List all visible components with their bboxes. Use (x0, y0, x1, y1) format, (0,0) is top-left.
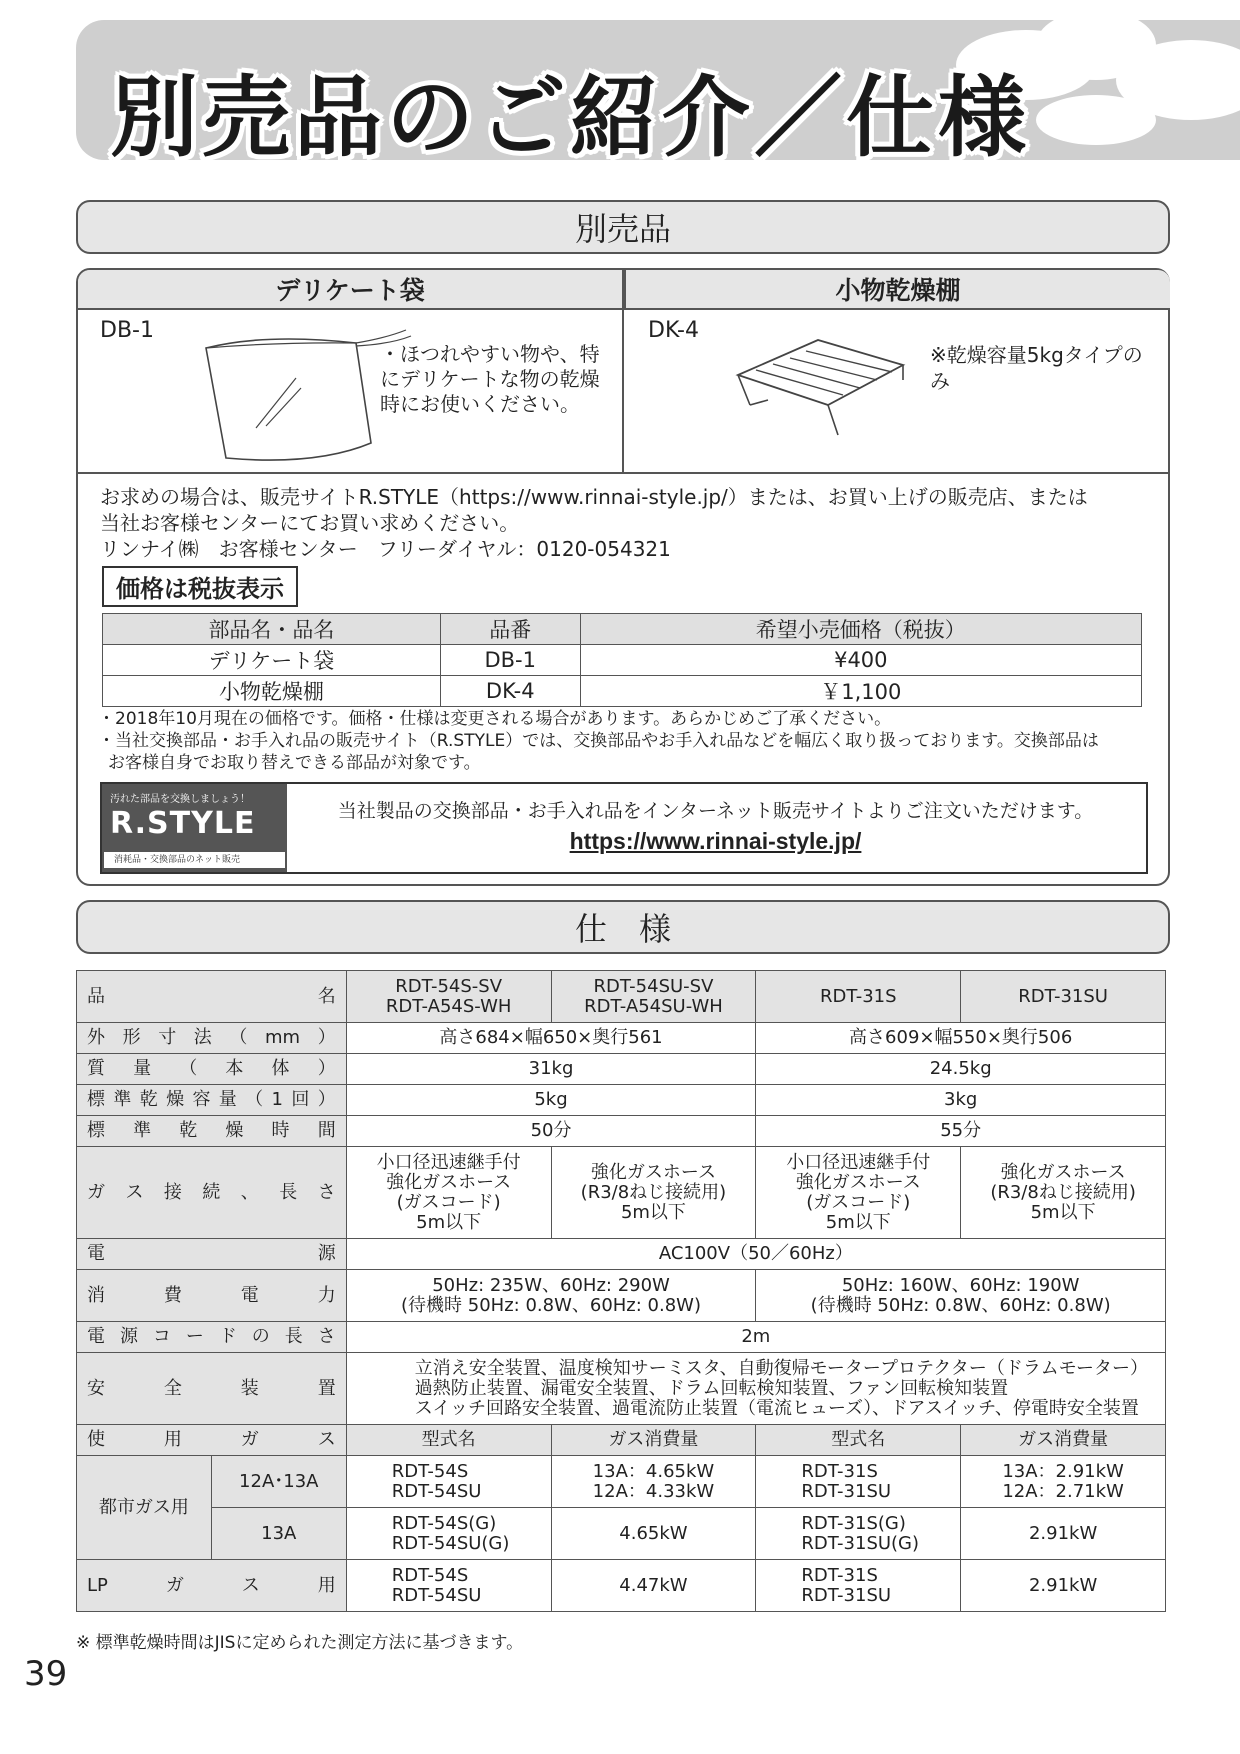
table-row (103, 645, 1142, 676)
table-row (77, 1425, 1166, 1456)
spec-value: 強化ガスホース (R3/8ねじ接続用) 5m以下 (961, 1147, 1166, 1239)
spec-value: 小口径迅速継手付 強化ガスホース (ガスコード) 5m以下 (756, 1147, 961, 1239)
spec-label: 標準乾燥容量（1回） (77, 1085, 347, 1116)
divider (622, 270, 624, 472)
spec-value: 50分 (346, 1116, 756, 1147)
table-row (77, 1023, 1166, 1054)
purchase-line1: お求めの場合は、販売サイトR.STYLE（https://www.rinnai-style.jp/）または、お買い上げの販売店、または (100, 485, 1088, 509)
spec-value: 3kg (756, 1085, 1166, 1116)
spec-label: 電源コードの長さ (77, 1322, 347, 1353)
spec-value: 13A：2.91kW 12A：2.71kW (961, 1456, 1166, 1508)
accessories-box (76, 268, 1170, 886)
rstyle-sub: 消耗品・交換部品のネット販売 (104, 852, 285, 868)
price-cell: DB-1 (440, 645, 580, 676)
spec-label: 品名 (77, 971, 347, 1023)
table-row (77, 1085, 1166, 1116)
table-row (77, 1456, 1166, 1508)
table-row (77, 1147, 1166, 1239)
spec-value: 2m (346, 1322, 1165, 1353)
divider (78, 472, 1168, 474)
note-line: お客様自身でお取り替えできる部品が対象です。 (108, 753, 481, 773)
rstyle-url-link[interactable]: https://www.rinnai-style.jp/ (569, 828, 862, 854)
rstyle-banner (100, 782, 1148, 874)
model-cell: RDT-31SU (961, 971, 1166, 1023)
model-cell: RDT-31S (756, 971, 961, 1023)
table-row (77, 1116, 1166, 1147)
spec-value: 2.91kW (961, 1508, 1166, 1560)
item-note-rack: ※乾燥容量5kgタイプのみ (930, 343, 1143, 393)
spec-value: 5kg (346, 1085, 756, 1116)
drying-rack-illustration (728, 330, 928, 440)
page-title: 別売品のご紹介／仕様 (110, 66, 1031, 169)
price-cell: 小物乾燥棚 (103, 676, 441, 707)
spec-label: ガス接続、長さ (77, 1147, 347, 1239)
price-header: 希望小売価格（税抜） (580, 614, 1141, 645)
model-cell: RDT-54S-SV RDT-A54S-WH (346, 971, 551, 1023)
spec-value: 24.5kg (756, 1054, 1166, 1085)
spec-label: 標準乾燥時間 (77, 1116, 347, 1147)
price-cell: DK-4 (440, 676, 580, 707)
spec-label: 使用ガス (77, 1425, 347, 1456)
section-accessories: 別売品 (76, 200, 1170, 254)
notes (98, 708, 1099, 774)
spec-value: 31kg (346, 1054, 756, 1085)
table-row (77, 1508, 1166, 1560)
rstyle-tagline: 汚れた部品を交換しましょう！ (110, 794, 250, 805)
spec-label: 電源 (77, 1239, 347, 1270)
price-header: 品番 (440, 614, 580, 645)
rstyle-text: 当社製品の交換部品・お手入れ品をインターネット販売サイトよりご注文いただけます。 (337, 800, 1094, 822)
spec-label: 消費電力 (77, 1270, 347, 1322)
spec-value: RDT-31S(G) RDT-31SU(G) (756, 1508, 961, 1560)
spec-value: 55分 (756, 1116, 1166, 1147)
table-row (77, 1560, 1166, 1612)
spec-value: 2.91kW (961, 1560, 1166, 1612)
tax-note: 価格は税抜表示 (102, 566, 298, 607)
spec-value: RDT-31S RDT-31SU (756, 1560, 961, 1612)
model-cell: RDT-54SU-SV RDT-A54SU-WH (551, 971, 756, 1023)
price-cell: ￥1,100 (580, 676, 1141, 707)
spec-subheader: ガス消費量 (961, 1425, 1166, 1456)
note-line: ・当社交換部品・お手入れ品の販売サイト（R.STYLE）では、交換部品やお手入れ品などを幅広く取り扱っております。交換部品は (98, 731, 1099, 751)
spec-value: 立消え安全装置、温度検知サーミスタ、自動復帰モータープロテクター（ドラムモーター） 過熱防止装置、漏電安全装置、ドラム回転検知装置、ファン回転検知装置 スイッチ回路安全装置、過電流防止装置（電流ヒューズ）、ドアスイッチ、停電時安全装置 (346, 1353, 1165, 1425)
table-row (77, 1239, 1166, 1270)
item-header-rack: 小物乾燥棚 (624, 270, 1170, 310)
spec-label: 安全装置 (77, 1353, 347, 1425)
rstyle-logo: R.STYLE (110, 806, 256, 841)
spec-label: 12A･13A (211, 1456, 346, 1508)
spec-value: 小口径迅速継手付 強化ガスホース (ガスコード) 5m以下 (346, 1147, 551, 1239)
purchase-line3: リンナイ㈱ お客様センター フリーダイヤル：0120-054321 (100, 537, 671, 561)
price-cell: ¥400 (580, 645, 1141, 676)
spec-subheader: 型式名 (346, 1425, 551, 1456)
spec-label: 外形寸法（mm） (77, 1023, 347, 1054)
spec-subheader: 型式名 (756, 1425, 961, 1456)
spec-value: 50Hz: 160W、60Hz: 190W (待機時 50Hz: 0.8W、60Hz: 0.8W) (756, 1270, 1166, 1322)
spec-label: 質量（本体） (77, 1054, 347, 1085)
item-header-bag: デリケート袋 (78, 270, 622, 310)
spec-value: 4.65kW (551, 1508, 756, 1560)
item-note-bag: ・ほつれやすい物や、特にデリケートな物の乾燥時にお使いください。 (380, 342, 600, 416)
item-code-db1: DB-1 (100, 318, 154, 343)
spec-value: RDT-54S RDT-54SU (346, 1560, 551, 1612)
spec-value: RDT-54S RDT-54SU (346, 1456, 551, 1508)
spec-subheader: ガス消費量 (551, 1425, 756, 1456)
footnote: ※ 標準乾燥時間はJISに定められた測定方法に基づきます。 (76, 1633, 524, 1653)
spec-value: 13A：4.65kW 12A：4.33kW (551, 1456, 756, 1508)
cloud-decoration (1036, 95, 1156, 145)
spec-value: 50Hz: 235W、60Hz: 290W (待機時 50Hz: 0.8W、60Hz: 0.8W) (346, 1270, 756, 1322)
table-row (77, 1270, 1166, 1322)
item-code-dk4: DK-4 (648, 318, 699, 343)
table-row (77, 1322, 1166, 1353)
rstyle-logo-box (102, 784, 287, 872)
price-table (102, 613, 1142, 707)
spec-label: 都市ガス用 (77, 1456, 212, 1560)
table-row (77, 971, 1166, 1023)
spec-value: 高さ609×幅550×奥行506 (756, 1023, 1166, 1054)
spec-value: 4.47kW (551, 1560, 756, 1612)
spec-table (76, 970, 1166, 1612)
table-row (77, 1054, 1166, 1085)
table-row (103, 676, 1142, 707)
section-spec: 仕 様 (76, 900, 1170, 954)
price-header: 部品名・品名 (103, 614, 441, 645)
spec-value: RDT-31S RDT-31SU (756, 1456, 961, 1508)
purchase-line2: 当社お客様センターにてお買い求めください。 (100, 511, 520, 535)
spec-value: 強化ガスホース (R3/8ねじ接続用) 5m以下 (551, 1147, 756, 1239)
price-cell: デリケート袋 (103, 645, 441, 676)
spec-label: LPガス用 (77, 1560, 347, 1612)
page-number: 39 (24, 1654, 68, 1694)
spec-value: 高さ684×幅650×奥行561 (346, 1023, 756, 1054)
spec-value: AC100V（50／60Hz） (346, 1239, 1165, 1270)
table-row (77, 1353, 1166, 1425)
note-line: ・2018年10月現在の価格です。価格・仕様は変更される場合があります。あらかじめご了承ください。 (98, 709, 892, 729)
spec-label: 13A (211, 1508, 346, 1560)
spec-value: RDT-54S(G) RDT-54SU(G) (346, 1508, 551, 1560)
